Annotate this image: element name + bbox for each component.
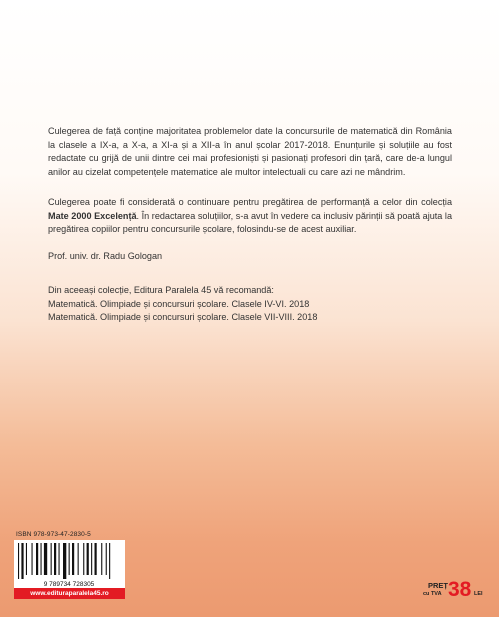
recommendation-item: Matematică. Olimpiade și concursuri școlare. Clasele VII-VIII. 2018 <box>48 312 318 323</box>
barcode-digits: 9 789734 728305 <box>43 581 95 588</box>
price-label: PREȚ <box>428 581 449 590</box>
publisher-website: www.edituraparalela45.ro <box>14 588 125 599</box>
recommendation-item: Matematică. Olimpiade și concursuri școlare. Clasele IV-VI. 2018 <box>48 298 310 309</box>
price-tag <box>395 578 485 604</box>
barcode <box>14 540 125 588</box>
author-signature: Prof. univ. dr. Radu Gologan <box>48 251 163 261</box>
recommendations-intro: Din aceeași colecție, Editura Paralela 45 vă recomandă: <box>48 285 274 295</box>
paragraph-2-end: . În redactarea soluțiilor, s-a avut în vedere ca inclusiv părinții să poată ajuta la pregătirea copiilor pentru concursurile școlare, folosindu-se de acest auxiliar. <box>48 210 452 235</box>
recommendations <box>48 284 452 325</box>
description-paragraph-2 <box>48 196 452 237</box>
price-currency: LEI <box>474 591 483 597</box>
isbn-label: ISBN 978-973-47-2830-5 <box>16 531 91 538</box>
price-vat-label: cu TVA <box>423 591 442 597</box>
paragraph-2-start: Culegerea poate fi considerată o continuare pentru pregătirea de performanță a celor din colecția <box>48 197 452 207</box>
description-paragraph-1: Culegerea de față conține majoritatea problemelor date la concursurile de matematică din România la clasele a IX-a, a X-a, a XI-a și a XII-a în anul școlar 2017-2018. Enunțurile și soluțiile au fost redactate cu grijă de unii dintre cei mai profesioniști și pasionați profesori din țară, care de-a lungul anilor au cizelat competențele matematice ale multor intelectuali cu care azi ne mândrim. <box>48 126 452 177</box>
barcode-icon <box>14 540 125 588</box>
price-amount: 38 <box>448 578 472 601</box>
collection-name: Mate 2000 Excelență <box>48 210 137 221</box>
